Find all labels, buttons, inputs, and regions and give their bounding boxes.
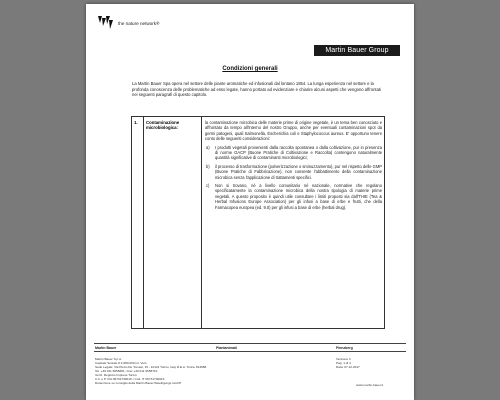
document-title: Condizioni generali	[222, 66, 278, 72]
footer-url: www.martin-bauer.it	[356, 383, 384, 387]
conditions-table	[131, 116, 385, 329]
row-content	[205, 120, 382, 213]
address-line: C.F. e P. IVA 06731730016 • Cod. IT 06731730016	[95, 377, 165, 381]
address-line: Martin Bauer S.p.A.	[95, 357, 122, 361]
list-marker: c)	[206, 183, 210, 189]
document-date: Data: 07.12.2017	[336, 365, 360, 369]
page-number: Pag. 1 di 4	[336, 361, 351, 365]
footer-version	[336, 357, 406, 369]
row-label: Contaminazione microbiologica:	[146, 120, 180, 131]
address-line: Sede Legale: Via Pietro De Tomasi, 15 - 10121 Torino, Italy R.E.A. Torino 813988	[95, 365, 207, 369]
intro-paragraph: La Martin Bauer Spa opera nel settore delle piante aromatiche ed infusionali dal lontano 1854. La lunga esperienza nel settore e la profonda conoscenza delle problematiche ad esso legate, hanno portato ad evidenziare e chiarire alcuni aspetti che vengono affrontati nei seguenti paragrafi di questo capitolo.	[132, 81, 382, 98]
list-item	[205, 183, 382, 210]
table-divider	[143, 117, 144, 328]
row-number: 1.	[134, 120, 138, 125]
list-marker: a)	[206, 144, 210, 150]
list-item-text: Non si trovano, né a livello comunitario né nazionale, normative che regolano specificatamente la contaminazione microbica della nostra tipologia di materie prime vegetali. A questo proposito è quindi utile consultare i limiti proposti sia dall'THIE (Tea & Herbal Infusions Europe Association) per gli infusi a base di erbe e frutti, che della Farmacopea europea (ed. 9.0) per gli infusi a base di erbe (herbal drug).	[215, 183, 382, 210]
footer-divider	[94, 343, 406, 344]
footer-company: Martin Bauer	[95, 346, 117, 350]
martin-bauer-logo-icon	[97, 15, 115, 31]
address-line: Tel. +39 011 6656681 • Fax +39 011 6658710	[95, 369, 158, 373]
address-line: Iscriz. Registro Imprese Torino	[95, 373, 137, 377]
footer-location: Pienzberg	[336, 346, 353, 350]
footer-address	[95, 357, 215, 385]
table-divider	[201, 117, 202, 328]
list-item-text: il processo di trasformazione (polverizzazione o sminuzzamento), pur nel rispetto delle GMP (Buone Pratiche di Fabbricazione), non consente l'abbattimento della contaminazione microbica senza l'applicazione di trattamenti specifici.	[215, 163, 383, 180]
address-line: Detenzione su consiglio della Martin Bauer Beteiligungs GmbH	[95, 381, 182, 385]
list-item-text: I prodotti vegetali provenienti dalla raccolta spontanea o dalla coltivazione, pur in presenza di norme GACP (Buone Pratiche di Coltivazione e Raccolta) contengono naturalmente quantità significative di contaminanti microbiologici;	[215, 144, 382, 161]
version-line: Versione 3	[336, 357, 351, 361]
list-marker: b)	[206, 163, 210, 169]
list-item	[205, 145, 382, 161]
row-lead-paragraph: la contaminazione microbica delle materie prime di origine vegetale, è un tema ben conosciuto e affrontato da tempo all'interno del nostro Gruppo, anche per eventuali contaminazioni spot da germi patogeni, quali Salmonella, Escherichia coli e Staphylococcus aureus. E' opportuno tenere conto delle seguenti considerazioni:	[205, 120, 382, 142]
footer-site: Plantanimati	[216, 346, 237, 350]
address-line: Capitale Sociale € 4.680.000 int. Vers.	[95, 361, 148, 365]
document-page	[86, 4, 414, 400]
brand-logo: Martin Bauer Group	[314, 45, 400, 56]
list-item	[205, 164, 382, 180]
tagline: the nature network®	[118, 21, 160, 26]
footer-divider	[94, 351, 406, 352]
